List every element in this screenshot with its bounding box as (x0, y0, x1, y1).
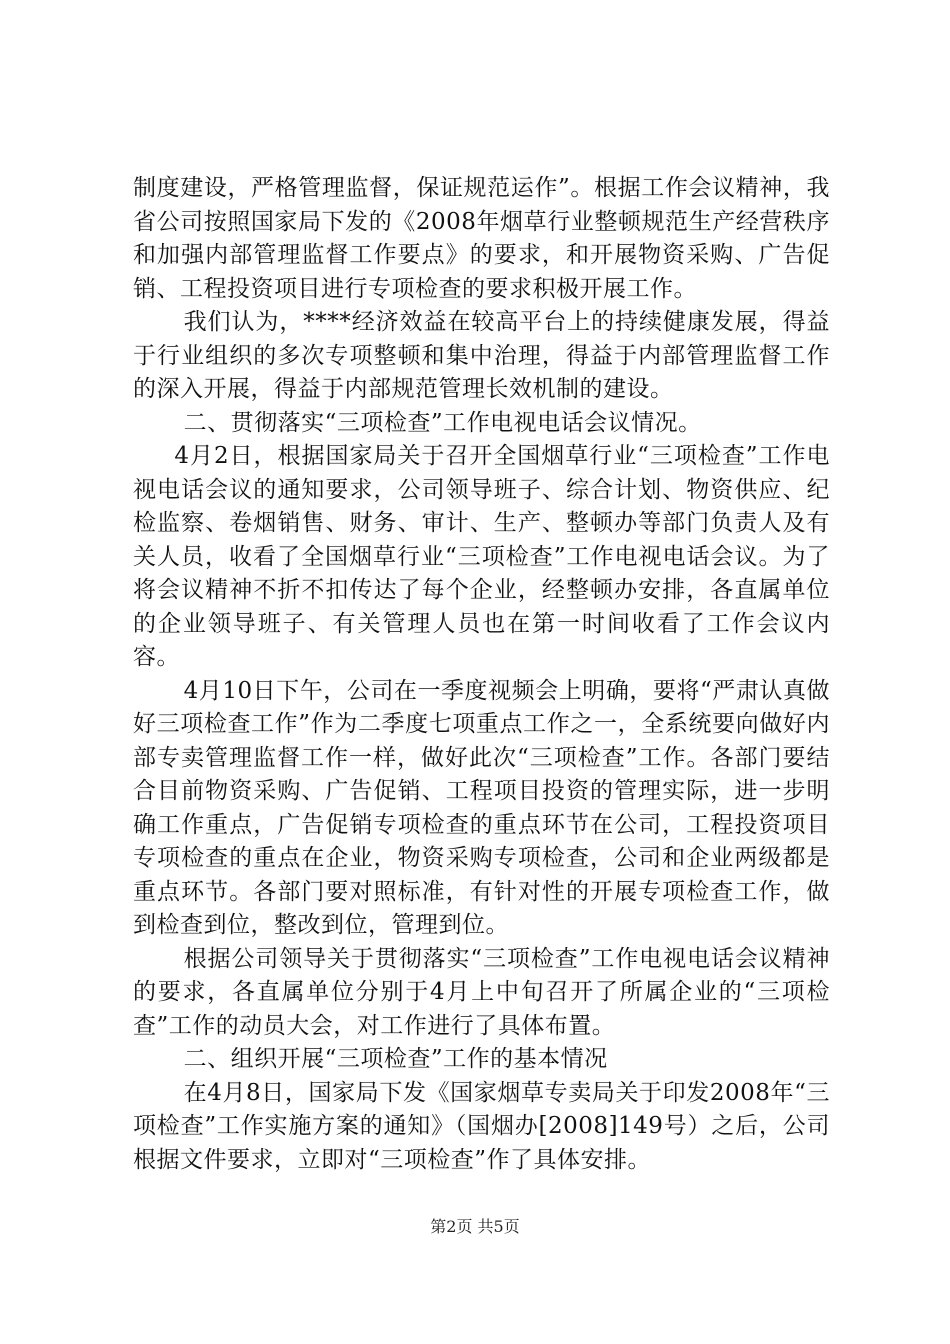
paragraph-6: 在4月8日，国家局下发《国家烟草专卖局关于印发2008年“三项检查”工作实施方案的通知》（国烟办[2008]149号）之后，公司根据文件要求，立即对“三项检查”作了具体安排。 (133, 1079, 830, 1173)
section-heading-2: 二、组织开展“三项检查”工作的基本情况 (183, 1046, 608, 1072)
section-heading-1: 二、贯彻落实“三项检查”工作电视电话会议情况。 (183, 409, 702, 436)
paragraph-4: 4月10日下午，公司在一季度视频会上明确，要将“严肃认真做好三项检查工作”作为二季度七项重点工作之一，全系统要向做好内部专卖管理监督工作一样，做好此次“三项检查”工作。各部门要结合目前物资采购、广告促销、工程项目投资的管理实际，进一步明确工作重点，广告促销专项检查的重点环节在公司，工程投资项目专项检查的重点在企业，物资采购专项检查，公司和企业两级都是重点环节。各部门要对照标准，有针对性的开展专项检查工作，做到检查到位，整改到位，管理到位。 (133, 677, 830, 938)
paragraph-3: 4月2日，根据国家局关于召开全国烟草行业“三项检查”工作电视电话会议的通知要求，公司领导班子、综合计划、物资供应、纪检监察、卷烟销售、财务、审计、生产、整顿办等部门负责人及有关人员，收看了全国烟草行业“三项检查”工作电视电话会议。为了将会议精神不折不扣传达了每个企业，经整顿办安排，各直属单位的企业领导班子、有关管理人员也在第一时间收看了工作会议内容。 (133, 443, 830, 670)
paragraph-1: 制度建设，严格管理监督，保证规范运作”。根据工作会议精神，我省公司按照国家局下发的《2008年烟草行业整顿规范生产经营秩序和加强内部管理监督工作要点》的要求，和开展物资采购、广告促销、工程投资项目进行专项检查的要求积极开展工作。 (133, 175, 830, 302)
paragraph-5: 根据公司领导关于贯彻落实“三项检查”工作电视电话会议精神的要求，各直属单位分别于4月上中旬召开了所属企业的“三项检查”工作的动员大会，对工作进行了具体布置。 (133, 945, 830, 1039)
document-body (133, 172, 830, 1177)
page-footer: 第2页 共5页 (430, 1217, 520, 1236)
paragraph-2: 我们认为，****经济效益在较高平台上的持续健康发展，得益于行业组织的多次专项整顿和集中治理，得益于内部管理监督工作的深入开展，得益于内部规范管理长效机制的建设。 (133, 309, 830, 402)
